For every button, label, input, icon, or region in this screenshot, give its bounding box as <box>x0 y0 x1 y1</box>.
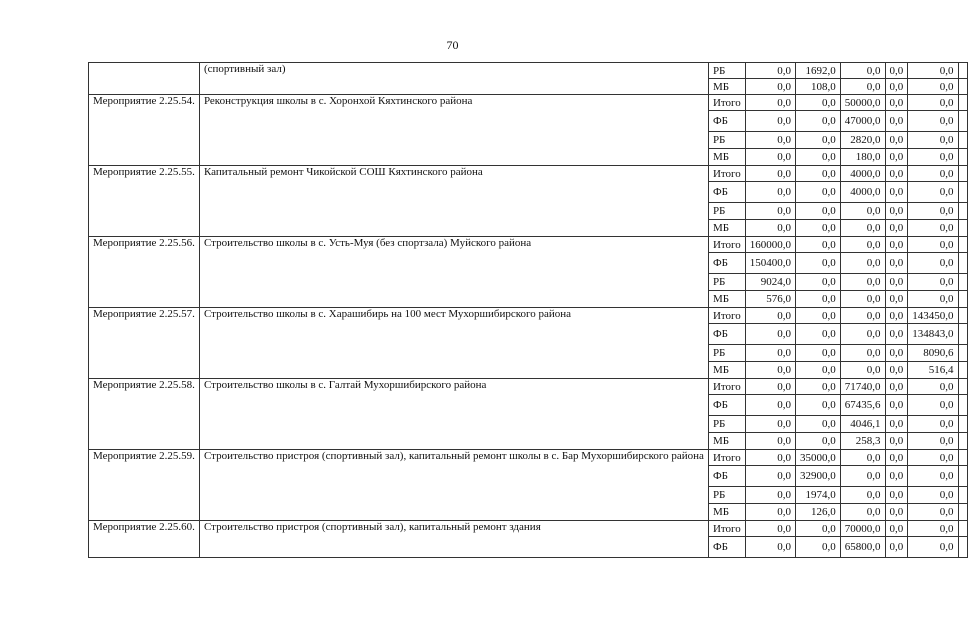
amount-cell: 0,0 <box>908 379 958 395</box>
amount-cell: 0,0 <box>796 362 841 379</box>
amount-cell: 0,0 <box>796 220 841 237</box>
amount-cell: 0,0 <box>840 504 885 521</box>
amount-cell: 150400,0 <box>745 253 795 274</box>
amount-cell: 0,0 <box>885 466 908 487</box>
amount-cell: 4046,1 <box>840 416 885 433</box>
empty-cell <box>958 433 967 450</box>
amount-cell: 0,0 <box>885 521 908 537</box>
empty-cell <box>958 203 967 220</box>
amount-cell: 0,0 <box>885 487 908 504</box>
amount-cell: 0,0 <box>745 111 795 132</box>
amount-cell: 576,0 <box>745 291 795 308</box>
amount-cell: 0,0 <box>796 182 841 203</box>
amount-cell: 0,0 <box>745 466 795 487</box>
amount-cell: 0,0 <box>745 345 795 362</box>
amount-cell: 0,0 <box>885 95 908 111</box>
funding-source-cell: РБ <box>708 63 745 79</box>
description-cell: Строительство школы в с. Харашибирь на 100 мест Мухоршибирского района <box>199 308 708 379</box>
table-row <box>89 379 968 395</box>
amount-cell: 0,0 <box>796 253 841 274</box>
amount-cell: 0,0 <box>745 537 795 558</box>
funding-source-cell: Итого <box>708 166 745 182</box>
amount-cell: 0,0 <box>840 79 885 95</box>
event-cell: Мероприятие 2.25.57. <box>89 308 200 379</box>
amount-cell: 0,0 <box>885 237 908 253</box>
amount-cell: 258,3 <box>840 433 885 450</box>
funding-source-cell: МБ <box>708 433 745 450</box>
amount-cell: 0,0 <box>745 79 795 95</box>
funding-source-cell: ФБ <box>708 111 745 132</box>
table-body <box>89 63 968 558</box>
amount-cell: 65800,0 <box>840 537 885 558</box>
amount-cell: 0,0 <box>796 433 841 450</box>
amount-cell: 0,0 <box>885 149 908 166</box>
event-cell: Мероприятие 2.25.54. <box>89 95 200 166</box>
empty-cell <box>958 132 967 149</box>
amount-cell: 0,0 <box>796 537 841 558</box>
amount-cell: 0,0 <box>908 521 958 537</box>
amount-cell: 108,0 <box>796 79 841 95</box>
amount-cell: 0,0 <box>745 450 795 466</box>
amount-cell: 0,0 <box>885 395 908 416</box>
funding-source-cell: ФБ <box>708 466 745 487</box>
funding-source-cell: Итого <box>708 521 745 537</box>
funding-source-cell: РБ <box>708 274 745 291</box>
amount-cell: 0,0 <box>908 274 958 291</box>
amount-cell: 0,0 <box>885 379 908 395</box>
empty-cell <box>958 63 967 79</box>
empty-cell <box>958 237 967 253</box>
table-row <box>89 166 968 182</box>
funding-source-cell: МБ <box>708 79 745 95</box>
amount-cell: 0,0 <box>745 149 795 166</box>
description-cell: Строительство пристроя (спортивный зал), капитальный ремонт школы в с. Бар Мухоршибирского района <box>199 450 708 521</box>
funding-source-cell: МБ <box>708 149 745 166</box>
funding-source-cell: Итого <box>708 237 745 253</box>
amount-cell: 0,0 <box>885 79 908 95</box>
amount-cell: 0,0 <box>745 416 795 433</box>
event-cell: Мероприятие 2.25.58. <box>89 379 200 450</box>
amount-cell: 2820,0 <box>840 132 885 149</box>
empty-cell <box>958 345 967 362</box>
amount-cell: 0,0 <box>796 203 841 220</box>
empty-cell <box>958 416 967 433</box>
table-row <box>89 95 968 111</box>
description-cell: Строительство школы в с. Галтай Мухоршибирского района <box>199 379 708 450</box>
empty-cell <box>958 362 967 379</box>
description-cell: Строительство пристроя (спортивный зал), капитальный ремонт здания <box>199 521 708 558</box>
amount-cell: 0,0 <box>796 379 841 395</box>
funding-source-cell: РБ <box>708 487 745 504</box>
amount-cell: 0,0 <box>908 132 958 149</box>
amount-cell: 0,0 <box>796 111 841 132</box>
amount-cell: 143450,0 <box>908 308 958 324</box>
amount-cell: 0,0 <box>885 182 908 203</box>
table-row <box>89 521 968 537</box>
amount-cell: 0,0 <box>745 487 795 504</box>
amount-cell: 0,0 <box>885 345 908 362</box>
amount-cell: 1974,0 <box>796 487 841 504</box>
amount-cell: 70000,0 <box>840 521 885 537</box>
amount-cell: 0,0 <box>908 166 958 182</box>
empty-cell <box>958 253 967 274</box>
table-row <box>89 308 968 324</box>
amount-cell: 0,0 <box>745 324 795 345</box>
empty-cell <box>958 111 967 132</box>
amount-cell: 0,0 <box>796 291 841 308</box>
amount-cell: 0,0 <box>796 521 841 537</box>
amount-cell: 0,0 <box>796 345 841 362</box>
amount-cell: 0,0 <box>796 324 841 345</box>
empty-cell <box>958 537 967 558</box>
amount-cell: 0,0 <box>885 416 908 433</box>
amount-cell: 0,0 <box>796 166 841 182</box>
description-cell: Реконструкция школы в с. Хоронхой Кяхтинского района <box>199 95 708 166</box>
amount-cell: 47000,0 <box>840 111 885 132</box>
amount-cell: 0,0 <box>885 450 908 466</box>
amount-cell: 0,0 <box>796 308 841 324</box>
amount-cell: 0,0 <box>908 433 958 450</box>
amount-cell: 32900,0 <box>796 466 841 487</box>
empty-cell <box>958 220 967 237</box>
empty-cell <box>958 95 967 111</box>
event-cell: Мероприятие 2.25.60. <box>89 521 200 558</box>
amount-cell: 0,0 <box>908 203 958 220</box>
amount-cell: 0,0 <box>885 362 908 379</box>
empty-cell <box>958 291 967 308</box>
event-cell: Мероприятие 2.25.56. <box>89 237 200 308</box>
empty-cell <box>958 466 967 487</box>
amount-cell: 0,0 <box>908 79 958 95</box>
funding-source-cell: МБ <box>708 504 745 521</box>
amount-cell: 0,0 <box>908 416 958 433</box>
amount-cell: 0,0 <box>908 253 958 274</box>
amount-cell: 180,0 <box>840 149 885 166</box>
amount-cell: 71740,0 <box>840 379 885 395</box>
amount-cell: 0,0 <box>840 220 885 237</box>
description-cell: Строительство школы в с. Усть-Муя (без спортзала) Муйского района <box>199 237 708 308</box>
empty-cell <box>958 450 967 466</box>
amount-cell: 0,0 <box>840 203 885 220</box>
amount-cell: 0,0 <box>885 253 908 274</box>
empty-cell <box>958 324 967 345</box>
event-cell <box>89 63 200 95</box>
amount-cell: 0,0 <box>885 166 908 182</box>
amount-cell: 0,0 <box>908 450 958 466</box>
amount-cell: 0,0 <box>885 203 908 220</box>
amount-cell: 35000,0 <box>796 450 841 466</box>
amount-cell: 0,0 <box>796 274 841 291</box>
funding-source-cell: РБ <box>708 203 745 220</box>
funding-source-cell: Итого <box>708 308 745 324</box>
funding-source-cell: ФБ <box>708 537 745 558</box>
table-row <box>89 237 968 253</box>
amount-cell: 0,0 <box>840 450 885 466</box>
amount-cell: 0,0 <box>840 345 885 362</box>
amount-cell: 8090,6 <box>908 345 958 362</box>
amount-cell: 0,0 <box>840 63 885 79</box>
amount-cell: 0,0 <box>745 395 795 416</box>
funding-source-cell: Итого <box>708 95 745 111</box>
amount-cell: 0,0 <box>840 487 885 504</box>
amount-cell: 0,0 <box>908 466 958 487</box>
table-row <box>89 63 968 79</box>
funding-source-cell: МБ <box>708 220 745 237</box>
funding-source-cell: ФБ <box>708 324 745 345</box>
funding-source-cell: Итого <box>708 450 745 466</box>
event-cell: Мероприятие 2.25.59. <box>89 450 200 521</box>
amount-cell: 9024,0 <box>745 274 795 291</box>
amount-cell: 0,0 <box>908 395 958 416</box>
amount-cell: 0,0 <box>796 237 841 253</box>
amount-cell: 1692,0 <box>796 63 841 79</box>
amount-cell: 4000,0 <box>840 166 885 182</box>
amount-cell: 0,0 <box>840 253 885 274</box>
empty-cell <box>958 149 967 166</box>
amount-cell: 0,0 <box>796 132 841 149</box>
amount-cell: 0,0 <box>885 111 908 132</box>
funding-source-cell: ФБ <box>708 182 745 203</box>
amount-cell: 0,0 <box>908 487 958 504</box>
funding-source-cell: МБ <box>708 291 745 308</box>
amount-cell: 0,0 <box>908 504 958 521</box>
description-cell: (спортивный зал) <box>199 63 708 95</box>
amount-cell: 0,0 <box>885 324 908 345</box>
amount-cell: 0,0 <box>745 433 795 450</box>
empty-cell <box>958 308 967 324</box>
amount-cell: 0,0 <box>745 504 795 521</box>
amount-cell: 0,0 <box>745 166 795 182</box>
amount-cell: 134843,0 <box>908 324 958 345</box>
amount-cell: 0,0 <box>885 504 908 521</box>
amount-cell: 0,0 <box>885 220 908 237</box>
amount-cell: 0,0 <box>745 182 795 203</box>
funding-source-cell: ФБ <box>708 395 745 416</box>
amount-cell: 0,0 <box>908 291 958 308</box>
amount-cell: 0,0 <box>908 63 958 79</box>
funding-source-cell: РБ <box>708 416 745 433</box>
empty-cell <box>958 504 967 521</box>
table-row <box>89 450 968 466</box>
empty-cell <box>958 182 967 203</box>
amount-cell: 0,0 <box>885 63 908 79</box>
empty-cell <box>958 79 967 95</box>
amount-cell: 0,0 <box>840 274 885 291</box>
amount-cell: 0,0 <box>745 379 795 395</box>
amount-cell: 0,0 <box>840 362 885 379</box>
amount-cell: 516,4 <box>908 362 958 379</box>
empty-cell <box>958 274 967 291</box>
amount-cell: 0,0 <box>840 324 885 345</box>
amount-cell: 0,0 <box>745 95 795 111</box>
funding-source-cell: ФБ <box>708 253 745 274</box>
amount-cell: 0,0 <box>745 132 795 149</box>
event-cell: Мероприятие 2.25.55. <box>89 166 200 237</box>
amount-cell: 0,0 <box>908 237 958 253</box>
amount-cell: 0,0 <box>840 237 885 253</box>
amount-cell: 0,0 <box>796 149 841 166</box>
empty-cell <box>958 395 967 416</box>
amount-cell: 0,0 <box>908 149 958 166</box>
amount-cell: 160000,0 <box>745 237 795 253</box>
amount-cell: 0,0 <box>840 308 885 324</box>
amount-cell: 0,0 <box>796 416 841 433</box>
amount-cell: 0,0 <box>745 362 795 379</box>
amount-cell: 67435,6 <box>840 395 885 416</box>
amount-cell: 126,0 <box>796 504 841 521</box>
funding-source-cell: РБ <box>708 132 745 149</box>
amount-cell: 0,0 <box>908 95 958 111</box>
amount-cell: 0,0 <box>745 220 795 237</box>
amount-cell: 0,0 <box>796 95 841 111</box>
amount-cell: 0,0 <box>840 291 885 308</box>
amount-cell: 0,0 <box>885 274 908 291</box>
empty-cell <box>958 521 967 537</box>
amount-cell: 0,0 <box>745 63 795 79</box>
amount-cell: 0,0 <box>885 537 908 558</box>
empty-cell <box>958 379 967 395</box>
amount-cell: 0,0 <box>745 203 795 220</box>
amount-cell: 0,0 <box>796 395 841 416</box>
description-cell: Капитальный ремонт Чикойской СОШ Кяхтинского района <box>199 166 708 237</box>
amount-cell: 0,0 <box>908 111 958 132</box>
funding-source-cell: МБ <box>708 362 745 379</box>
amount-cell: 0,0 <box>840 466 885 487</box>
empty-cell <box>958 487 967 504</box>
funding-source-cell: Итого <box>708 379 745 395</box>
amount-cell: 0,0 <box>908 220 958 237</box>
amount-cell: 0,0 <box>745 521 795 537</box>
page-number: 70 <box>446 38 459 52</box>
funding-source-cell: РБ <box>708 345 745 362</box>
amount-cell: 0,0 <box>885 291 908 308</box>
amount-cell: 0,0 <box>885 132 908 149</box>
amount-cell: 0,0 <box>908 182 958 203</box>
amount-cell: 50000,0 <box>840 95 885 111</box>
amount-cell: 0,0 <box>745 308 795 324</box>
amount-cell: 4000,0 <box>840 182 885 203</box>
amount-cell: 0,0 <box>885 308 908 324</box>
amount-cell: 0,0 <box>885 433 908 450</box>
empty-cell <box>958 166 967 182</box>
amount-cell: 0,0 <box>908 537 958 558</box>
budget-table <box>88 62 968 558</box>
